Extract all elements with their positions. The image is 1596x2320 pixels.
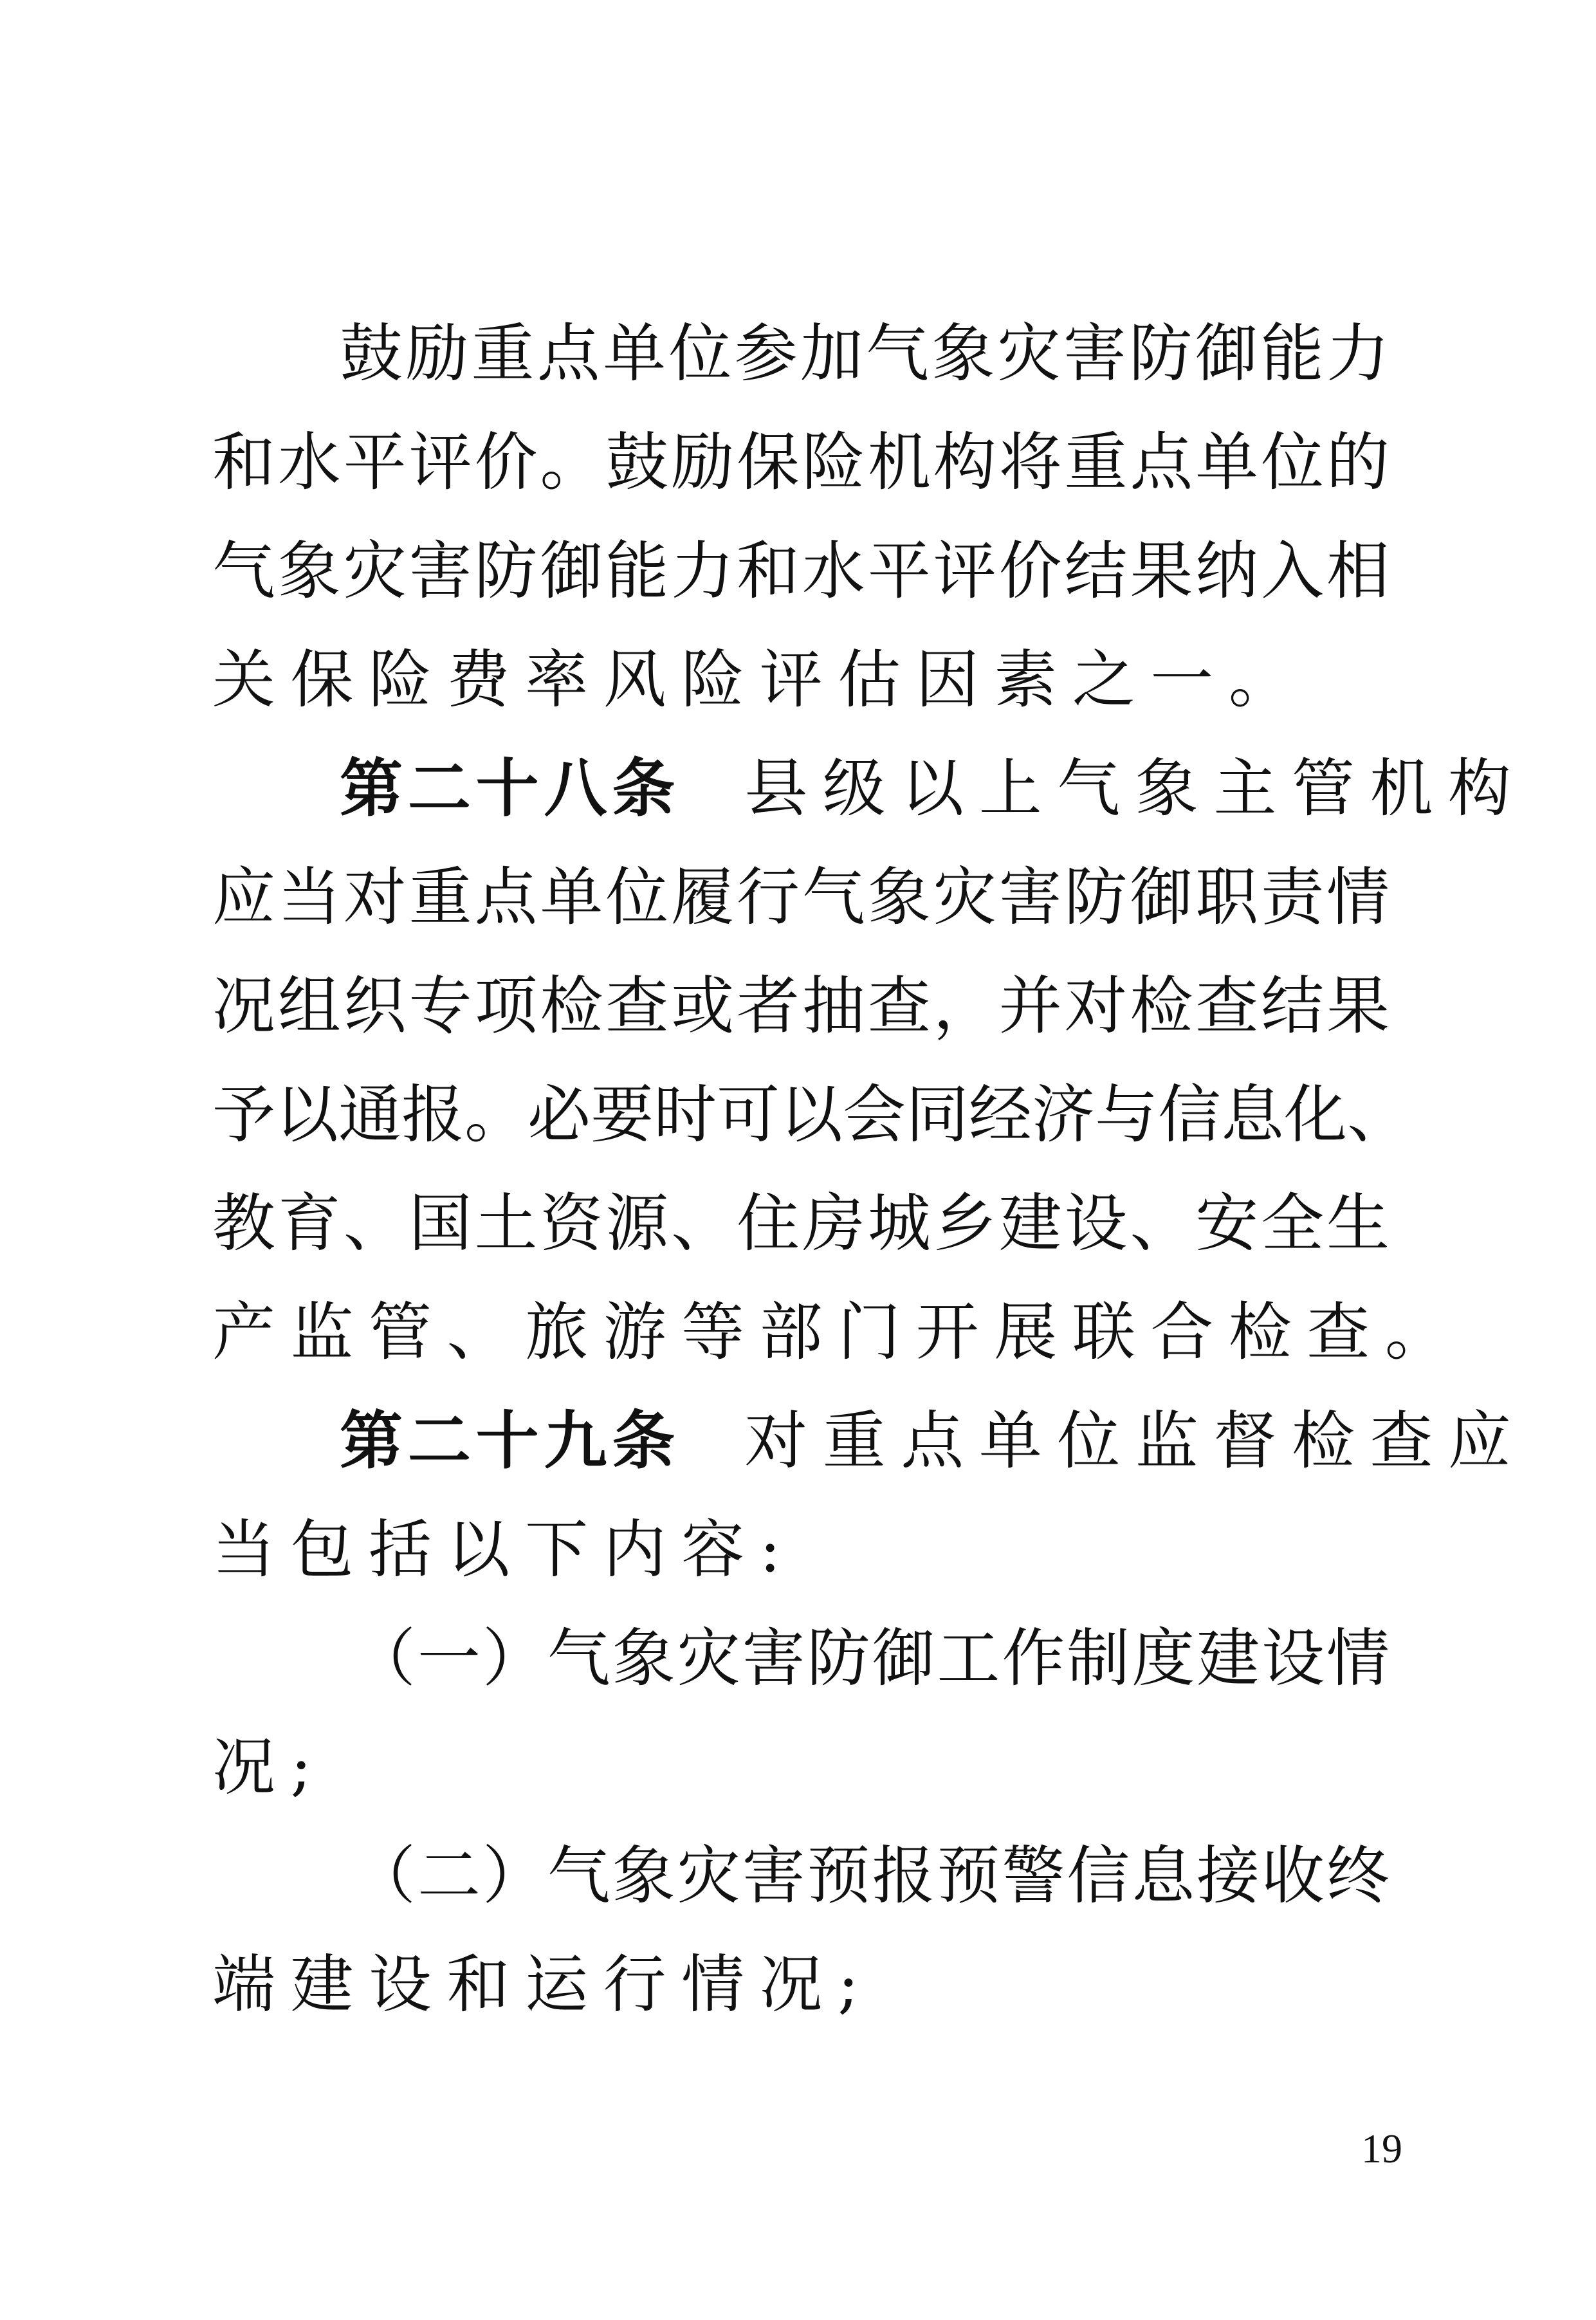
item-2-line-2: 端建设和运行情况; [212, 1948, 874, 2021]
article-28-line-5: 教育、国土资源、住房城乡建设、安全生 [212, 1187, 1390, 1260]
article-29-first-line [340, 1390, 1527, 1493]
article-29-heading: 第二十九条 [340, 1404, 681, 1478]
article-28-line-2: 应当对重点单位履行气象灾害防御职责情 [212, 861, 1390, 934]
paragraph-1-line-2: 和水平评价。鼓励保险机构将重点单位的 [212, 426, 1390, 499]
page-number: 19 [1361, 2126, 1402, 2171]
item-1-line-1: （一）气象灾害防御工作制度建设情 [353, 1622, 1390, 1695]
item-1-line-2: 况; [212, 1731, 327, 1804]
article-29-line-2: 当包括以下内容: [212, 1513, 796, 1587]
article-29-line-1: 对重点单位监督检查应 [744, 1404, 1527, 1478]
article-28-line-1: 县级以上气象主管机构 [744, 752, 1527, 825]
article-28-line-6: 产监管、旅游等部门开展联合检查。 [212, 1296, 1463, 1369]
paragraph-1-line-1: 鼓励重点单位参加气象灾害防御能力 [340, 317, 1390, 391]
article-28-heading: 第二十八条 [340, 752, 681, 825]
article-28-line-4: 予以通报。必要时可以会同经济与信息化、 [212, 1078, 1411, 1152]
article-28-first-line [340, 737, 1527, 840]
article-28-line-3: 况组织专项检查或者抽查，并对检查结果 [212, 970, 1390, 1043]
item-2-line-1: （二）气象灾害预报预警信息接收终 [353, 1839, 1390, 1913]
paragraph-1-line-3: 气象灾害防御能力和水平评价结果纳入相 [212, 535, 1390, 608]
paragraph-1-line-4: 关保险费率风险评估因素之一。 [212, 643, 1307, 717]
